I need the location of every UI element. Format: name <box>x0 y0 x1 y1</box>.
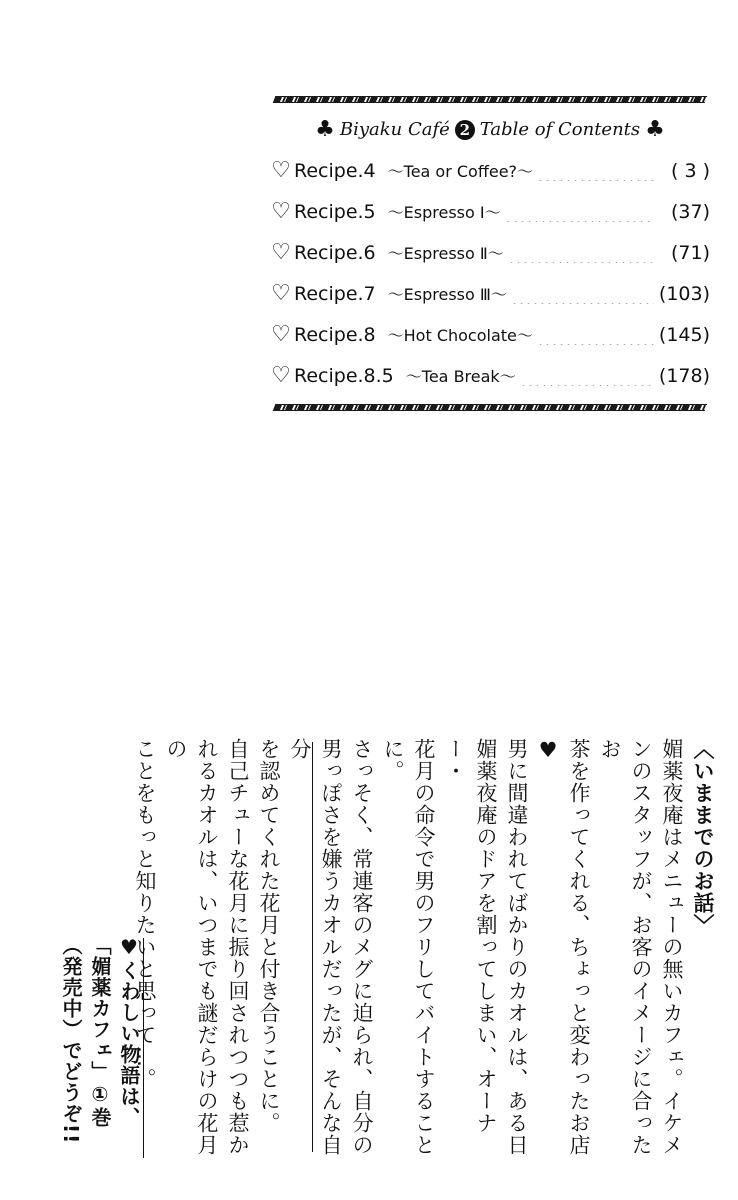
synopsis-line: れるカオルは、いつまでも謎だらけの花月の <box>164 738 219 1156</box>
synopsis-heading: 〈いままでのお話〉 <box>691 738 715 936</box>
synopsis-line: さっそく、常連客のメグに迫られ、自分の <box>350 738 374 1156</box>
synopsis-line: を認めてくれた花月と付き合うことに。 <box>257 738 281 1134</box>
toc-entry <box>270 232 710 273</box>
toc-entry <box>270 314 710 355</box>
toc-entry <box>270 273 710 314</box>
synopsis-line: 自己チューな花月に振り回されつつも惹か <box>226 738 250 1156</box>
dot-leader <box>537 325 654 345</box>
page-number: (145) <box>658 323 710 346</box>
page-number: ( 3 ) <box>671 159 710 182</box>
heart-icon: ♡ <box>271 322 291 347</box>
heart-icon: ♡ <box>271 363 291 388</box>
toc-entry <box>270 355 710 396</box>
recipe-label: Recipe.4 <box>294 159 376 182</box>
recipe-label: Recipe.5 <box>294 200 376 223</box>
series-title: Biyaku Café <box>339 119 450 140</box>
synopsis-line: 男に間違われてばかりのカオルは、ある日 <box>505 738 529 1156</box>
synopsis-line: 茶を作ってくれる、ちょっと変わったお店♥ <box>536 738 591 1156</box>
synopsis-line: 男っぽさを嫌うカオルだったが、そんな自分 <box>288 738 343 1156</box>
dot-leader <box>505 202 654 222</box>
recipe-title: 〜Tea Break〜 <box>405 367 516 386</box>
recipe-title: 〜Espresso Ⅲ〜 <box>387 285 507 304</box>
page-number: (37) <box>670 200 710 223</box>
synopsis-line: 媚薬夜庵はメニューの無いカフェ。イケメ <box>660 738 684 1156</box>
recipe-title: 〜Espresso Ⅰ〜 <box>387 203 501 222</box>
synopsis-line: ンのスタッフが、お客のイメージに合ったお <box>598 738 653 1156</box>
recipe-title: 〜Hot Chocolate〜 <box>387 326 533 345</box>
note-divider <box>143 938 144 1158</box>
dot-leader <box>520 366 654 386</box>
note-line: （発売中）でどうぞ!! <box>59 935 83 1145</box>
page-number: (71) <box>670 241 710 264</box>
heart-icon: ♡ <box>271 199 291 224</box>
dot-leader <box>537 161 654 181</box>
toc-entry <box>270 191 710 232</box>
recipe-label: Recipe.8 <box>294 323 376 346</box>
synopsis-divider <box>312 742 313 1152</box>
dot-leader <box>511 284 654 304</box>
bottom-divider <box>273 404 708 411</box>
recipe-title: 〜Tea or Coffee?〜 <box>387 162 534 181</box>
toc-title-suffix: Table of Contents <box>479 119 641 140</box>
recipe-label: Recipe.6 <box>294 241 376 264</box>
top-divider <box>273 96 708 103</box>
synopsis-line: 媚薬夜庵のドアを割ってしまい、オーナー・ <box>443 738 498 1134</box>
toc-title <box>270 117 710 142</box>
volume-number: 2 <box>455 120 475 140</box>
heart-icon: ♡ <box>271 240 291 265</box>
club-icon: ♣ <box>645 117 665 142</box>
recipe-label: Recipe.7 <box>294 282 376 305</box>
toc-entry <box>270 150 710 191</box>
page-number: (103) <box>658 282 710 305</box>
table-of-contents <box>270 96 710 411</box>
synopsis-line: ことをもっと知りたいと思って…。 <box>133 738 157 1090</box>
note-line: ♥くわしい物語は、 <box>117 935 141 1128</box>
note-line: 「媚薬カフェ」①巻 <box>88 935 112 1128</box>
dot-leader <box>508 243 654 263</box>
heart-icon: ♡ <box>271 281 291 306</box>
synopsis-line: 花月の命令で男のフリしてバイトすることに。 <box>381 738 436 1156</box>
volume-note <box>18 935 143 1155</box>
club-icon: ♣ <box>315 117 335 142</box>
heart-icon: ♡ <box>271 158 291 183</box>
recipe-label: Recipe.8.5 <box>294 364 394 387</box>
page-number: (178) <box>658 364 710 387</box>
recipe-title: 〜Espresso Ⅱ〜 <box>387 244 504 263</box>
story-synopsis <box>133 738 718 1158</box>
